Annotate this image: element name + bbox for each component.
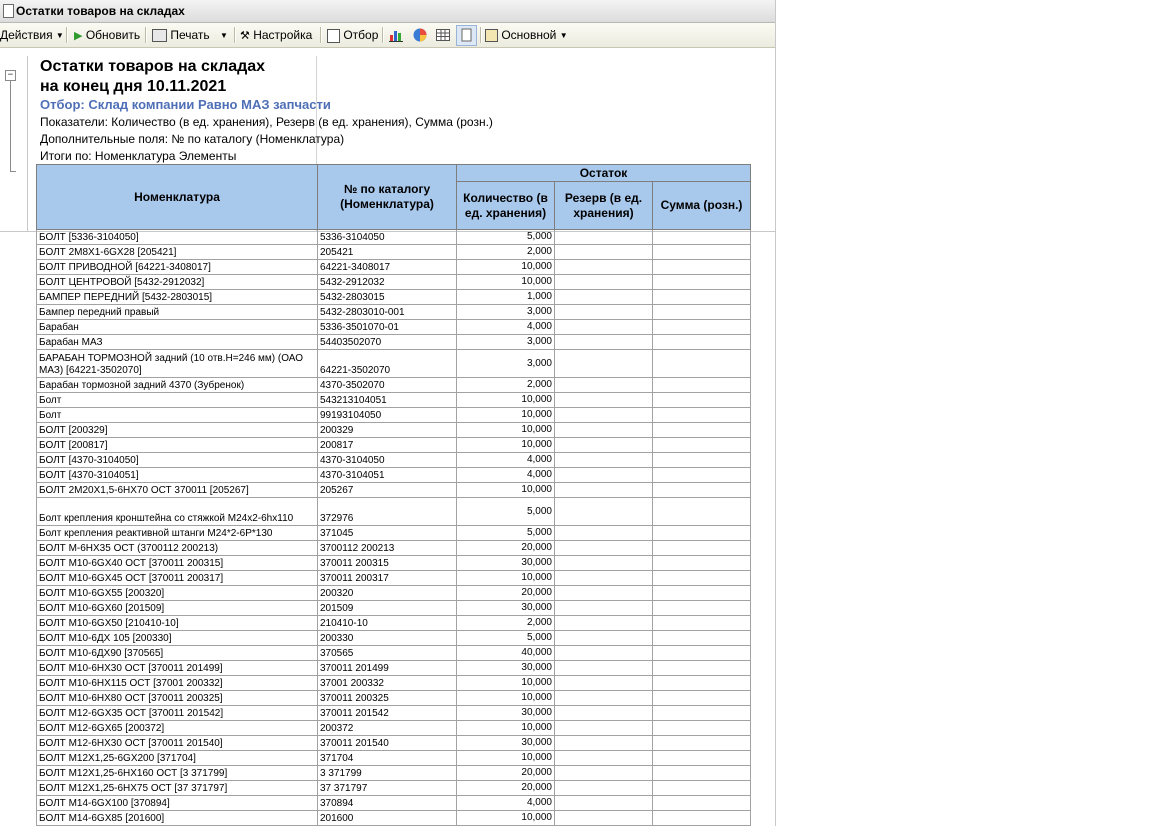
table-row[interactable] [37,676,751,691]
cell-catalog[interactable]: 370011 201540 [318,736,457,751]
header-sum: Сумма (розн.) [653,182,751,230]
printer-icon [152,29,167,42]
table-row[interactable] [37,601,751,616]
header-item: Номенклатура [37,165,318,230]
cell-qty[interactable]: 10,000 [457,571,555,586]
cell-qty[interactable]: 5,000 [457,526,555,541]
cell-sum[interactable] [653,736,751,751]
cell-reserve[interactable] [555,571,653,586]
cell-item[interactable]: БОЛТ 2М8Х1-6GX28 [205421] [37,245,318,260]
report-totals-by: Итоги по: Номенклатура Элементы [40,149,237,163]
report-filter: Отбор: Склад компании Равно МАЗ запчасти [40,97,331,112]
cell-item[interactable]: Болт крепления реактивной штанги М24*2-6Р*130 [37,526,318,541]
table-row[interactable] [37,245,751,260]
cell-sum[interactable] [653,586,751,601]
cell-qty[interactable]: 10,000 [457,811,555,826]
cell-reserve[interactable] [555,766,653,781]
cell-item[interactable]: БОЛТ М10-6GX45 ОСТ [370011 200317] [37,571,318,586]
group-line-end [10,171,16,172]
cell-sum[interactable] [653,245,751,260]
cell-sum[interactable] [653,320,751,335]
cell-catalog[interactable]: 210410-10 [318,616,457,631]
report-table [36,164,751,826]
table-row[interactable] [37,275,751,290]
cell-qty[interactable]: 10,000 [457,676,555,691]
toolbar [0,23,775,48]
table-row[interactable] [37,646,751,661]
cell-qty[interactable]: 10,000 [457,721,555,736]
table-row[interactable] [37,556,751,571]
cell-reserve[interactable] [555,556,653,571]
table-row[interactable] [37,541,751,556]
table-row[interactable] [37,586,751,601]
filter-label: Отбор [343,28,379,42]
cell-reserve[interactable] [555,335,653,350]
table-row[interactable] [37,260,751,275]
cell-reserve[interactable] [555,781,653,796]
cell-item[interactable]: БОЛТ М10-6НХ80 ОСТ [370011 200325] [37,691,318,706]
cell-catalog[interactable]: 200372 [318,721,457,736]
cell-reserve[interactable] [555,796,653,811]
table-row[interactable] [37,766,751,781]
actions-menu-button[interactable] [0,23,64,47]
cell-qty[interactable]: 40,000 [457,646,555,661]
cell-catalog[interactable]: 64221-3502070 [318,350,457,378]
cell-item[interactable]: Болт [37,393,318,408]
cell-catalog[interactable]: 370011 200317 [318,571,457,586]
cell-item[interactable]: БОЛТ ЦЕНТРОВОЙ [5432-2912032] [37,275,318,290]
cell-catalog[interactable]: 54403502070 [318,335,457,350]
cell-reserve[interactable] [555,541,653,556]
cell-item[interactable]: Бампер передний правый [37,305,318,320]
window-title: Остатки товаров на складах [16,4,185,18]
cell-catalog[interactable]: 370011 200315 [318,556,457,571]
cell-reserve[interactable] [555,751,653,766]
cell-catalog[interactable]: 370894 [318,796,457,811]
cell-qty[interactable]: 2,000 [457,378,555,393]
print-label: Печать [170,28,210,42]
cell-catalog[interactable]: 205421 [318,245,457,260]
table-row[interactable] [37,751,751,766]
cell-reserve[interactable] [555,245,653,260]
cell-reserve[interactable] [555,408,653,423]
table-row[interactable] [37,721,751,736]
cell-sum[interactable] [653,781,751,796]
table-row[interactable] [37,483,751,498]
dropdown-arrow-icon: ▼ [55,30,64,40]
cell-qty[interactable]: 30,000 [457,556,555,571]
cell-sum[interactable] [653,260,751,275]
cell-reserve[interactable] [555,736,653,751]
table-row[interactable] [37,796,751,811]
cell-catalog[interactable]: 370011 200325 [318,691,457,706]
table-row[interactable] [37,498,751,526]
cell-sum[interactable] [653,646,751,661]
cell-qty[interactable]: 10,000 [457,260,555,275]
cell-sum[interactable] [653,691,751,706]
cell-qty[interactable]: 10,000 [457,423,555,438]
table-row[interactable] [37,378,751,393]
table-row[interactable] [37,408,751,423]
cell-catalog[interactable]: 99193104050 [318,408,457,423]
cell-catalog[interactable]: 543213104051 [318,393,457,408]
table-row[interactable] [37,571,751,586]
cell-reserve[interactable] [555,616,653,631]
cell-item[interactable]: Барабан [37,320,318,335]
cell-item[interactable]: БОЛТ [5336-3104050] [37,230,318,245]
cell-item[interactable]: БОЛТ М12Х1,25-6GX200 [371704] [37,751,318,766]
cell-sum[interactable] [653,275,751,290]
cell-catalog[interactable]: 370565 [318,646,457,661]
cell-qty[interactable]: 3,000 [457,350,555,378]
cell-qty[interactable]: 4,000 [457,320,555,335]
cell-catalog[interactable]: 370011 201499 [318,661,457,676]
cell-sum[interactable] [653,751,751,766]
cell-item[interactable]: БОЛТ М10-6GX60 [201509] [37,601,318,616]
tools-icon: ⚒ [240,29,250,42]
header-reserve: Резерв (в ед. хранения) [555,182,653,230]
table-row[interactable] [37,691,751,706]
table-row[interactable] [37,290,751,305]
cell-catalog[interactable]: 205267 [318,483,457,498]
cell-item[interactable]: БОЛТ М12-6GX65 [200372] [37,721,318,736]
cell-catalog[interactable]: 5336-3104050 [318,230,457,245]
cell-qty[interactable]: 10,000 [457,751,555,766]
cell-catalog[interactable]: 5432-2912032 [318,275,457,290]
cell-qty[interactable]: 5,000 [457,230,555,245]
table-row[interactable] [37,468,751,483]
cell-item[interactable]: БОЛТ [200817] [37,438,318,453]
report-title-line1: Остатки товаров на складах [40,58,266,75]
cell-sum[interactable] [653,408,751,423]
table-icon[interactable] [435,27,451,43]
cell-item[interactable]: Барабан МАЗ [37,335,318,350]
cell-sum[interactable] [653,571,751,586]
cell-sum[interactable] [653,526,751,541]
table-row[interactable] [37,393,751,408]
cell-sum[interactable] [653,230,751,245]
cell-sum[interactable] [653,423,751,438]
cell-reserve[interactable] [555,601,653,616]
report-indicators: Показатели: Количество (в ед. хранения), Резерв (в ед. хранения), Сумма (розн.) [40,115,493,129]
toolbar-separator [234,27,236,43]
toolbar-separator [66,27,68,43]
cell-qty[interactable]: 5,000 [457,631,555,646]
cell-reserve[interactable] [555,290,653,305]
report-title-line2: на конец дня 10.11.2021 [40,78,227,95]
cell-sum[interactable] [653,350,751,378]
table-row[interactable] [37,320,751,335]
group-line [10,81,11,171]
header-group-balance: Остаток [457,165,751,182]
cell-reserve[interactable] [555,453,653,468]
cell-reserve[interactable] [555,498,653,526]
cell-reserve[interactable] [555,350,653,378]
dropdown-arrow-icon: ▼ [220,30,228,40]
table-row[interactable] [37,438,751,453]
cell-catalog[interactable]: 37 371797 [318,781,457,796]
header-qty: Количество (в ед. хранения) [457,182,555,230]
cell-catalog[interactable]: 4370-3104050 [318,453,457,468]
cell-catalog[interactable]: 5432-2803010-001 [318,305,457,320]
cell-item[interactable]: БОЛТ [4370-3104050] [37,453,318,468]
cell-item[interactable]: БОЛТ М12Х1,25-6НХ75 ОСТ [37 371797] [37,781,318,796]
cell-sum[interactable] [653,305,751,320]
cell-qty[interactable]: 20,000 [457,766,555,781]
print-button[interactable] [152,23,210,47]
cell-sum[interactable] [653,290,751,305]
cell-qty[interactable]: 10,000 [457,393,555,408]
cell-catalog[interactable]: 370011 201542 [318,706,457,721]
report-extra-fields: Дополнительные поля: № по каталогу (Номенклатура) [40,132,345,146]
cell-catalog[interactable]: 3 371799 [318,766,457,781]
cell-item[interactable]: БОЛТ М10-6НХ115 ОСТ [37001 200332] [37,676,318,691]
table-row[interactable] [37,736,751,751]
cell-reserve[interactable] [555,260,653,275]
cell-qty[interactable]: 20,000 [457,781,555,796]
cell-item[interactable]: БОЛТ М10-6ДХ90 [370565] [37,646,318,661]
toolbar-separator [382,27,384,43]
actions-label: Действия [0,28,53,42]
table-row[interactable] [37,526,751,541]
cell-qty[interactable]: 10,000 [457,275,555,290]
cell-sum[interactable] [653,616,751,631]
table-row[interactable] [37,350,751,378]
cell-reserve[interactable] [555,691,653,706]
cell-item[interactable]: БОЛТ М10-6ДХ 105 [200330] [37,631,318,646]
cell-sum[interactable] [653,498,751,526]
cell-qty[interactable]: 3,000 [457,305,555,320]
cell-qty[interactable]: 10,000 [457,691,555,706]
cell-sum[interactable] [653,601,751,616]
cell-item[interactable]: БОЛТ М10-6НХ30 ОСТ [370011 201499] [37,661,318,676]
cell-catalog[interactable]: 371704 [318,751,457,766]
cell-qty[interactable]: 20,000 [457,541,555,556]
report-area[interactable] [0,48,775,826]
cell-item[interactable]: БОЛТ М10-6GX40 ОСТ [370011 200315] [37,556,318,571]
cell-catalog[interactable]: 200817 [318,438,457,453]
filter-button[interactable] [327,23,378,47]
cell-sum[interactable] [653,556,751,571]
refresh-button[interactable] [74,23,140,47]
dropdown-arrow-icon: ▼ [559,30,568,40]
cell-sum[interactable] [653,811,751,826]
cell-sum[interactable] [653,468,751,483]
cell-reserve[interactable] [555,676,653,691]
cell-item[interactable]: Болт крепления кронштейна со стяжкой М24х2-6hх110 [37,498,318,526]
cell-qty[interactable]: 10,000 [457,408,555,423]
cell-sum[interactable] [653,438,751,453]
cell-qty[interactable]: 20,000 [457,586,555,601]
cell-item[interactable]: БОЛТ [200329] [37,423,318,438]
window-titlebar [0,0,775,23]
cell-item[interactable]: Барабан тормозной задний 4370 (Зубренок) [37,378,318,393]
cell-qty[interactable]: 3,000 [457,335,555,350]
cell-item[interactable]: БОЛТ ПРИВОДНОЙ [64221-3408017] [37,260,318,275]
cell-catalog[interactable]: 201509 [318,601,457,616]
cell-sum[interactable] [653,541,751,556]
cell-reserve[interactable] [555,721,653,736]
cell-catalog[interactable]: 371045 [318,526,457,541]
cell-sum[interactable] [653,796,751,811]
table-row[interactable] [37,631,751,646]
cell-reserve[interactable] [555,483,653,498]
report-view-toggle-icon[interactable] [456,25,477,46]
cell-qty[interactable]: 30,000 [457,736,555,751]
cell-item[interactable]: БОЛТ М10-6GX55 [200320] [37,586,318,601]
variant-icon [485,29,498,42]
cell-sum[interactable] [653,378,751,393]
table-row[interactable] [37,423,751,438]
cell-sum[interactable] [653,661,751,676]
cell-reserve[interactable] [555,646,653,661]
table-row[interactable] [37,616,751,631]
cell-sum[interactable] [653,483,751,498]
cell-item[interactable]: БОЛТ М12-6GX35 ОСТ [370011 201542] [37,706,318,721]
cell-qty[interactable]: 4,000 [457,796,555,811]
cell-catalog[interactable]: 5432-2803015 [318,290,457,305]
toolbar-separator [480,27,482,43]
cell-reserve[interactable] [555,423,653,438]
cell-item[interactable]: БОЛТ М14-6GX85 [201600] [37,811,318,826]
table-row[interactable] [37,661,751,676]
document-icon [3,4,14,18]
cell-reserve[interactable] [555,393,653,408]
table-row[interactable] [37,305,751,320]
cell-catalog[interactable]: 372976 [318,498,457,526]
cell-qty[interactable]: 30,000 [457,601,555,616]
cell-reserve[interactable] [555,661,653,676]
cell-catalog[interactable]: 5336-3501070-01 [318,320,457,335]
cell-qty[interactable]: 4,000 [457,468,555,483]
table-body [37,230,751,826]
cell-reserve[interactable] [555,305,653,320]
cell-item[interactable]: БОЛТ М12Х1,25-6НХ160 ОСТ [3 371799] [37,766,318,781]
cell-reserve[interactable] [555,586,653,601]
chart-icon[interactable] [388,27,404,43]
cell-qty[interactable]: 10,000 [457,438,555,453]
cell-sum[interactable] [653,335,751,350]
cell-item[interactable]: БОЛТ М12-6НХ30 ОСТ [370011 201540] [37,736,318,751]
cell-sum[interactable] [653,721,751,736]
cell-catalog[interactable]: 37001 200332 [318,676,457,691]
cell-reserve[interactable] [555,230,653,245]
cell-sum[interactable] [653,453,751,468]
pie-chart-icon[interactable] [412,27,428,43]
cell-qty[interactable]: 5,000 [457,498,555,526]
cell-qty[interactable]: 30,000 [457,706,555,721]
cell-catalog[interactable]: 64221-3408017 [318,260,457,275]
funnel-icon [327,29,340,43]
table-row[interactable] [37,811,751,826]
cell-qty[interactable]: 30,000 [457,661,555,676]
settings-button[interactable] [240,23,312,47]
cell-qty[interactable]: 2,000 [457,245,555,260]
cell-item[interactable]: БОЛТ М10-6GX50 [210410-10] [37,616,318,631]
cell-catalog[interactable]: 200329 [318,423,457,438]
cell-item[interactable]: БОЛТ М14-6GX100 [370894] [37,796,318,811]
cell-reserve[interactable] [555,378,653,393]
cell-qty[interactable]: 10,000 [457,483,555,498]
cell-catalog[interactable]: 3700112 200213 [318,541,457,556]
play-icon: ▶ [74,29,83,42]
cell-item[interactable]: БОЛТ М-6НХ35 ОСТ (3700112 200213) [37,541,318,556]
variant-label: Основной [501,28,557,42]
header-catalog: № по каталогу (Номенклатура) [318,165,457,230]
cell-sum[interactable] [653,766,751,781]
cell-sum[interactable] [653,393,751,408]
cell-reserve[interactable] [555,706,653,721]
table-row[interactable] [37,335,751,350]
cell-reserve[interactable] [555,631,653,646]
cell-reserve[interactable] [555,438,653,453]
cell-qty[interactable]: 1,000 [457,290,555,305]
cell-item[interactable]: БОЛТ [4370-3104051] [37,468,318,483]
variant-menu-button[interactable] [485,23,568,47]
cell-catalog[interactable]: 4370-3104051 [318,468,457,483]
cell-reserve[interactable] [555,275,653,290]
cell-item[interactable]: Болт [37,408,318,423]
table-row[interactable] [37,706,751,721]
cell-reserve[interactable] [555,526,653,541]
cell-catalog[interactable]: 4370-3502070 [318,378,457,393]
cell-catalog[interactable]: 200320 [318,586,457,601]
cell-reserve[interactable] [555,811,653,826]
cell-catalog[interactable]: 200330 [318,631,457,646]
print-dropdown-button[interactable] [220,23,228,47]
cell-sum[interactable] [653,676,751,691]
cell-reserve[interactable] [555,320,653,335]
cell-reserve[interactable] [555,468,653,483]
refresh-label: Обновить [85,28,141,42]
table-row[interactable] [37,230,751,245]
cell-catalog[interactable]: 201600 [318,811,457,826]
toolbar-separator [145,27,147,43]
collapse-icon[interactable]: − [5,70,16,81]
settings-label: Настройка [253,28,313,42]
cell-qty[interactable]: 2,000 [457,616,555,631]
cell-qty[interactable]: 4,000 [457,453,555,468]
cell-item[interactable]: БОЛТ 2М20Х1,5-6НХ70 ОСТ 370011 [205267] [37,483,318,498]
cell-item[interactable]: БАРАБАН ТОРМОЗНОЙ задний (10 отв.Н=246 мм) (ОАО МАЗ) [64221-3502070] [37,350,318,378]
table-row[interactable] [37,453,751,468]
cell-sum[interactable] [653,631,751,646]
toolbar-separator [320,27,322,43]
group-gutter [0,56,28,231]
cell-sum[interactable] [653,706,751,721]
table-row[interactable] [37,781,751,796]
cell-item[interactable]: БАМПЕР ПЕРЕДНИЙ [5432-2803015] [37,290,318,305]
